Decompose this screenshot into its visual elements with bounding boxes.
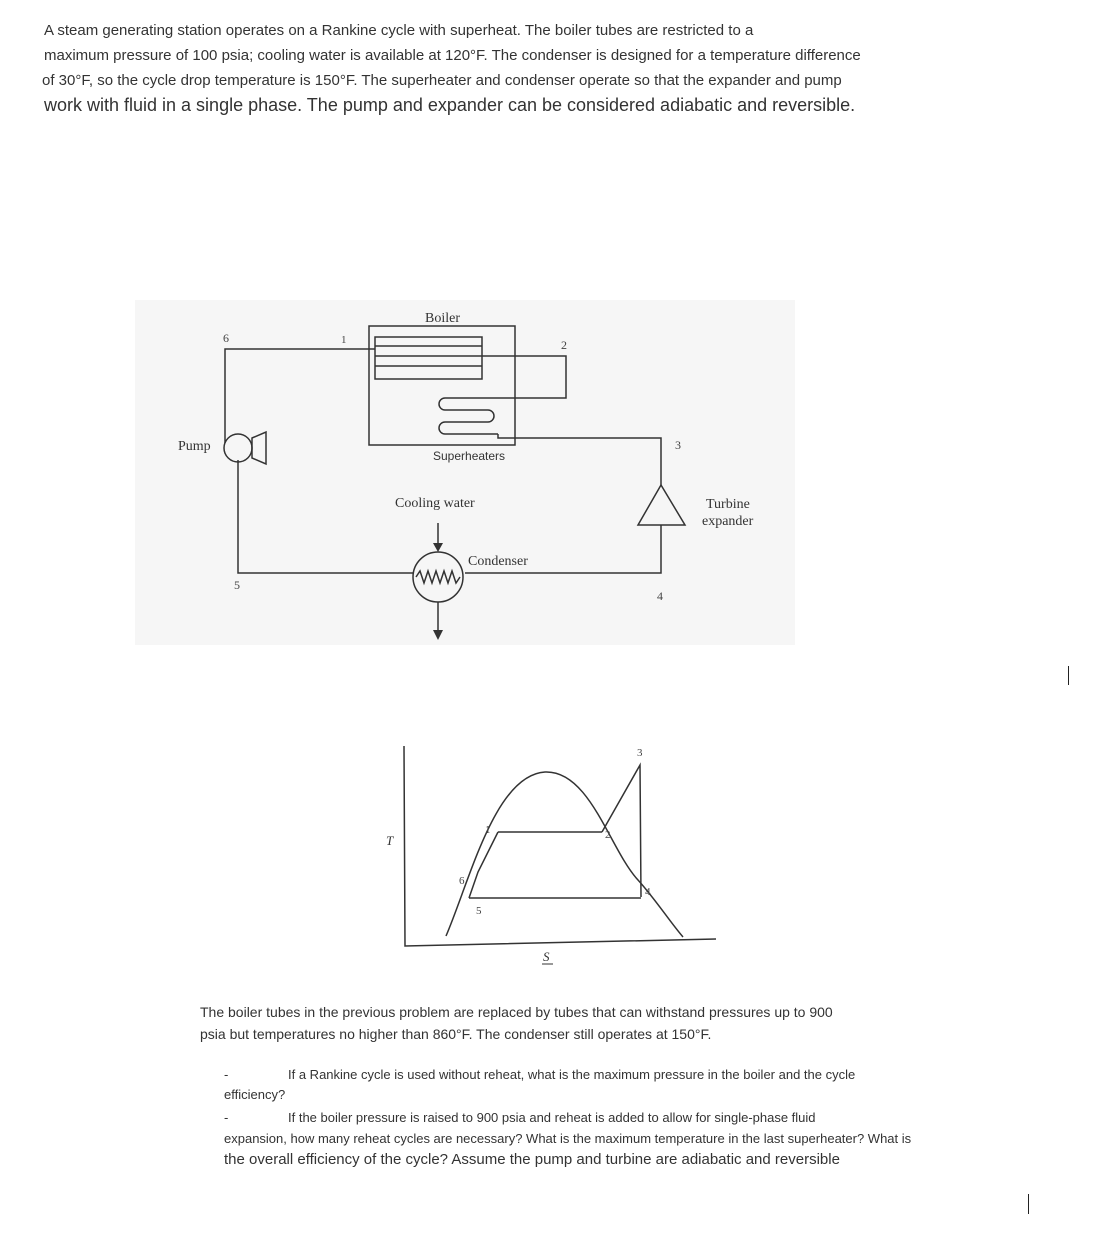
intro-line-2: maximum pressure of 100 psia; cooling water is available at 120°F. The condenser is designed for a temperature difference: [44, 47, 861, 64]
cooling-water-label: Cooling water: [395, 496, 475, 511]
question-1-dash: -: [224, 1067, 229, 1082]
question-2-line-3: the overall efficiency of the cycle? Assume the pump and turbine are adiabatic and reversible: [224, 1151, 840, 1168]
problem-statement: [200, 1001, 920, 1045]
question-1-line-1: If a Rankine cycle is used without reheat, what is the maximum pressure in the boiler and the cycle: [288, 1067, 856, 1082]
problem-line-2: psia but temperatures no higher than 860°F. The condenser still operates at 150°F.: [200, 1026, 712, 1042]
question-2-line-2: expansion, how many reheat cycles are necessary? What is the maximum temperature in the last superheater? What is: [224, 1131, 912, 1146]
superheaters-label: Superheaters: [433, 449, 506, 463]
question-2: [224, 1107, 944, 1170]
ts-axes: [404, 746, 716, 946]
ts-state-5: 5: [476, 905, 482, 917]
intro-line-4: work with fluid in a single phase. The pump and expander can be considered adiabatic and reversible.: [44, 95, 856, 115]
ts-state-4: 4: [645, 886, 651, 898]
t-axis-label: T: [386, 833, 394, 848]
saturation-dome: [446, 772, 683, 937]
question-2-line-1: If the boiler pressure is raised to 900 psia and reheat is added to allow for single-phase fluid: [288, 1110, 816, 1125]
intro-line-3: of 30°F, so the cycle drop temperature is 150°F. The superheater and condenser operate so that the expander and pump: [42, 72, 842, 89]
schematic-state-1: 1: [341, 334, 347, 346]
ts-state-2: 2: [605, 829, 611, 841]
schematic-state-4: 4: [657, 589, 663, 603]
schematic-state-3: 3: [675, 438, 681, 452]
condenser-label: Condenser: [468, 554, 528, 569]
turbine-label-line2: expander: [702, 514, 754, 529]
schematic-state-2: 2: [561, 338, 567, 352]
ts-state-1: 1: [485, 824, 491, 836]
pump-label: Pump: [178, 439, 211, 454]
problem-line-1: The boiler tubes in the previous problem are replaced by tubes that can withstand pressures up to 900: [200, 1004, 833, 1020]
turbine-label-line1: Turbine: [706, 497, 750, 512]
intro-line-1: A steam generating station operates on a Rankine cycle with superheat. The boiler tubes are restricted to a: [44, 22, 754, 39]
ts-state-3: 3: [637, 747, 643, 759]
ts-state-6: 6: [459, 875, 465, 887]
text-cursor-right: [1068, 666, 1069, 685]
schematic-background: [135, 300, 795, 645]
text-cursor-bottom: [1028, 1194, 1029, 1214]
rankine-schematic: [135, 300, 795, 645]
question-1-line-2: efficiency?: [224, 1087, 286, 1102]
ts-diagram: [386, 746, 716, 964]
schematic-state-5: 5: [234, 578, 240, 592]
s-axis-label: S: [543, 949, 550, 964]
question-2-dash: -: [224, 1110, 229, 1125]
question-1: [224, 1065, 944, 1105]
boiler-label: Boiler: [425, 311, 460, 326]
schematic-state-6: 6: [223, 331, 229, 345]
